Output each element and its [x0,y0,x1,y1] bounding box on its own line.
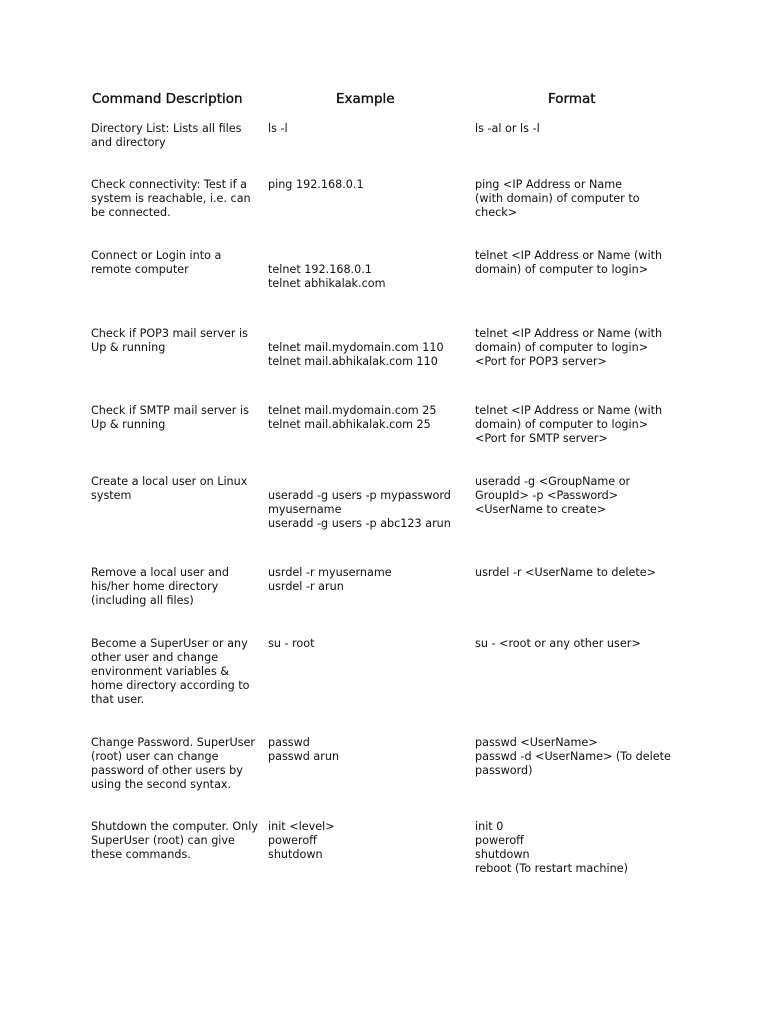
description-cell-line: Check connectivity: Test if a [91,178,247,191]
header-format: Format [548,91,596,107]
format-cell-line: telnet <IP Address or Name (with [475,404,663,417]
format-cell [475,566,690,580]
description-cell [91,820,266,862]
example-cell [268,178,468,192]
example-cell-line: init <level> [268,820,335,833]
format-cell-line: domain) of computer to login> [475,263,649,276]
format-cell [475,475,690,517]
example-cell [268,404,468,432]
description-cell [91,475,266,503]
example-cell [268,122,468,136]
description-cell-line: Shutdown the computer. Only [91,820,258,833]
description-cell-line: Check if POP3 mail server is [91,327,248,340]
description-cell-line: Up & running [91,341,166,354]
example-cell [268,327,468,369]
format-cell [475,327,690,369]
example-cell-line [268,249,468,263]
format-cell-line: <Port for SMTP server> [475,432,608,445]
format-cell-line: telnet <IP Address or Name (with [475,327,663,340]
format-cell-line: useradd -g <GroupName or [475,475,631,488]
description-cell-line: Connect or Login into a [91,249,222,262]
format-cell-line: <UserName to create> [475,503,607,516]
format-cell-line: init 0 [475,820,504,833]
example-cell [268,249,468,291]
description-cell-line: Check if SMTP mail server is [91,404,249,417]
format-cell-line: telnet <IP Address or Name (with [475,249,663,262]
header-example: Example [336,91,395,107]
format-cell-line: GroupId> -p <Password> [475,489,619,502]
description-cell [91,178,266,220]
description-cell-line: his/her home directory [91,580,219,593]
example-cell-line: ls -l [268,122,288,135]
example-cell-line: usrdel -r myusername [268,566,392,579]
format-cell-line: <Port for POP3 server> [475,355,607,368]
description-cell-line: Remove a local user and [91,566,229,579]
format-cell-line: domain) of computer to login> [475,418,649,431]
description-cell [91,122,266,150]
example-cell-line: telnet 192.168.0.1 [268,263,372,276]
example-cell-line: passwd [268,736,310,749]
format-cell [475,637,690,651]
format-cell-line: usrdel -r <UserName to delete> [475,566,657,579]
example-cell [268,475,468,531]
example-cell [268,637,468,651]
format-cell-line: password) [475,764,533,777]
example-cell-line: telnet mail.mydomain.com 110 [268,341,444,354]
format-cell [475,178,690,220]
format-cell-line: su - <root or any other user> [475,637,641,650]
description-cell-line: be connected. [91,206,171,219]
description-cell [91,637,266,707]
format-cell [475,820,690,876]
header-command-description: Command Description [92,91,243,107]
description-cell-line: Directory List: Lists all files [91,122,242,135]
format-cell-line: check> [475,206,518,219]
example-cell [268,820,468,862]
format-cell-line: (with domain) of computer to [475,192,640,205]
example-cell-line [268,327,468,341]
description-cell-line: home directory according to [91,679,250,692]
example-cell [268,736,468,764]
description-cell-line: using the second syntax. [91,778,232,791]
description-cell-line: system [91,489,132,502]
example-cell-line: telnet mail.abhikalak.com 110 [268,355,438,368]
format-cell [475,122,690,136]
example-cell-line: myusername [268,503,342,516]
description-cell [91,249,266,277]
format-cell-line: passwd -d <UserName> (To delete [475,750,671,763]
example-cell-line [268,475,468,489]
example-cell-line: ping 192.168.0.1 [268,178,364,191]
description-cell-line: that user. [91,693,145,706]
format-cell [475,404,690,446]
description-cell-line: Create a local user on Linux [91,475,248,488]
description-cell [91,566,266,608]
format-cell-line: ls -al or ls -l [475,122,540,135]
description-cell-line: environment variables & [91,665,230,678]
example-cell-line: shutdown [268,848,323,861]
description-cell-line: (root) user can change [91,750,219,763]
example-cell-line: telnet abhikalak.com [268,277,386,290]
example-cell-line: telnet mail.mydomain.com 25 [268,404,437,417]
example-cell-line: su - root [268,637,315,650]
example-cell-line: passwd arun [268,750,340,763]
description-cell [91,404,266,432]
example-cell-line: useradd -g users -p mypassword [268,489,451,502]
description-cell-line: and directory [91,136,166,149]
description-cell-line: password of other users by [91,764,243,777]
description-cell-line: remote computer [91,263,189,276]
description-cell-line: these commands. [91,848,191,861]
format-cell-line: reboot (To restart machine) [475,862,628,875]
description-cell-line: SuperUser (root) can give [91,834,235,847]
format-cell-line: shutdown [475,848,530,861]
format-cell [475,249,690,277]
example-cell-line: useradd -g users -p abc123 arun [268,517,451,530]
example-cell [268,566,468,594]
example-cell-line: poweroff [268,834,317,847]
description-cell-line: Up & running [91,418,166,431]
format-cell [475,736,690,778]
description-cell-line: Become a SuperUser or any [91,637,248,650]
description-cell-line: Change Password. SuperUser [91,736,256,749]
description-cell-line: (including all files) [91,594,194,607]
format-cell-line: passwd <UserName> [475,736,598,749]
description-cell [91,327,266,355]
format-cell-line: poweroff [475,834,524,847]
format-cell-line: ping <IP Address or Name [475,178,623,191]
example-cell-line: usrdel -r arun [268,580,344,593]
description-cell [91,736,266,792]
description-cell-line: other user and change [91,651,219,664]
format-cell-line: domain) of computer to login> [475,341,649,354]
description-cell-line: system is reachable, i.e. can [91,192,251,205]
example-cell-line: telnet mail.abhikalak.com 25 [268,418,431,431]
